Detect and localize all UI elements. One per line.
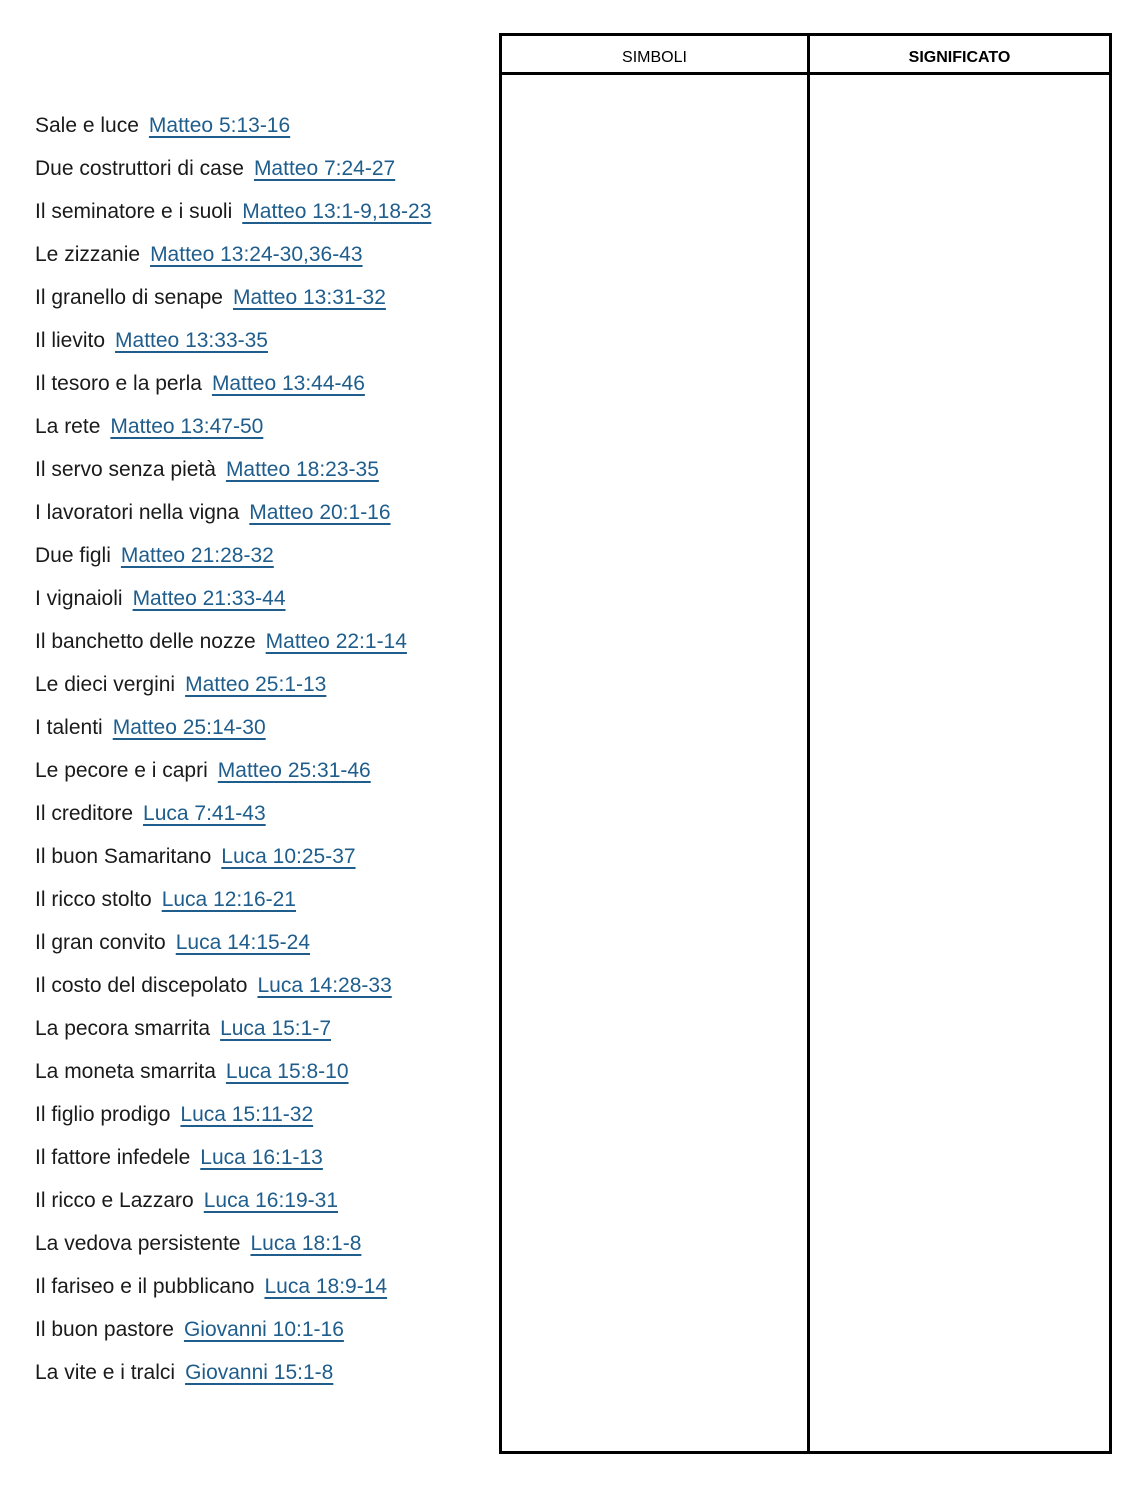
parable-title: Il ricco e Lazzaro — [35, 1189, 194, 1212]
scripture-reference-link[interactable]: Matteo 25:31-46 — [217, 759, 371, 782]
scripture-reference-link[interactable]: Giovanni 10:1-16 — [183, 1318, 344, 1341]
list-item — [35, 712, 485, 755]
parable-title: I lavoratori nella vigna — [35, 501, 240, 524]
header-significato: SIGNIFICATO — [908, 49, 1011, 66]
scripture-reference-link[interactable]: Matteo 18:23-35 — [225, 458, 379, 481]
scripture-reference-link[interactable]: Giovanni 15:1-8 — [185, 1361, 334, 1384]
scripture-reference-link[interactable]: Matteo 25:1-13 — [185, 673, 327, 696]
parable-title: La vite e i tralci — [35, 1361, 176, 1384]
parable-title: La vedova persistente — [35, 1232, 241, 1255]
scripture-reference-link[interactable]: Matteo 21:33-44 — [132, 587, 286, 610]
list-item — [35, 110, 485, 153]
scripture-reference-link[interactable]: Matteo 5:13-16 — [148, 114, 291, 137]
list-item — [35, 970, 485, 1013]
scripture-reference-link[interactable]: Luca 15:8-10 — [225, 1060, 349, 1083]
parable-list — [35, 110, 485, 1400]
parable-title: Il creditore — [35, 802, 134, 825]
list-item — [35, 1185, 485, 1228]
scripture-reference-link[interactable]: Luca 16:1-13 — [200, 1146, 323, 1169]
parable-title: Il gran convito — [35, 931, 166, 954]
list-item — [35, 669, 485, 712]
parable-title: Il buon pastore — [35, 1318, 174, 1341]
parable-title: La pecora smarrita — [35, 1017, 211, 1040]
worksheet-table — [499, 33, 1112, 1454]
list-item — [35, 755, 485, 798]
list-item — [35, 1357, 485, 1400]
scripture-reference-link[interactable]: Luca 14:15-24 — [175, 931, 311, 954]
list-item — [35, 325, 485, 368]
list-item — [35, 454, 485, 497]
list-item — [35, 1271, 485, 1314]
scripture-reference-link[interactable]: Luca 12:16-21 — [161, 888, 296, 911]
parable-title: Due costruttori di case — [35, 157, 244, 180]
parable-title: Il costo del discepolato — [35, 974, 248, 997]
parable-title: Il buon Samaritano — [35, 845, 212, 868]
scripture-reference-link[interactable]: Luca 15:1-7 — [220, 1017, 331, 1040]
parable-title: Le pecore e i capri — [35, 759, 208, 782]
parable-title: Le dieci vergini — [35, 673, 176, 696]
list-item — [35, 884, 485, 927]
scripture-reference-link[interactable]: Luca 10:25-37 — [221, 845, 356, 868]
scripture-reference-link[interactable]: Matteo 25:14-30 — [112, 716, 266, 739]
list-item — [35, 540, 485, 583]
scripture-reference-link[interactable]: Matteo 13:24-30,36-43 — [150, 243, 363, 266]
scripture-reference-link[interactable]: Luca 14:28-33 — [257, 974, 392, 997]
scripture-reference-link[interactable]: Luca 7:41-43 — [143, 802, 266, 825]
scripture-reference-link[interactable]: Luca 16:19-31 — [203, 1189, 339, 1212]
scripture-reference-link[interactable]: Matteo 13:44-46 — [211, 372, 365, 395]
list-item — [35, 497, 485, 540]
list-item — [35, 1142, 485, 1185]
scripture-reference-link[interactable]: Matteo 21:28-32 — [120, 544, 274, 567]
list-item — [35, 282, 485, 325]
simboli-column-cell[interactable] — [502, 75, 807, 1451]
parable-title: I vignaioli — [35, 587, 123, 610]
list-item — [35, 368, 485, 411]
parable-title: Sale e luce — [35, 114, 139, 137]
list-item — [35, 153, 485, 196]
header-simboli: SIMBOLI — [622, 49, 687, 66]
scripture-reference-link[interactable]: Matteo 13:47-50 — [110, 415, 264, 438]
scripture-reference-link[interactable]: Luca 15:11-32 — [180, 1103, 314, 1126]
parable-title: Il granello di senape — [35, 286, 223, 309]
scripture-reference-link[interactable]: Matteo 13:31-32 — [232, 286, 386, 309]
parable-title: Il servo senza pietà — [35, 458, 216, 481]
list-item — [35, 583, 485, 626]
parable-title: Il lievito — [35, 329, 106, 352]
table-header-row — [502, 36, 1109, 75]
parable-title: Il seminatore e i suoli — [35, 200, 233, 223]
list-item — [35, 196, 485, 239]
parable-title: Due figli — [35, 544, 111, 567]
scripture-reference-link[interactable]: Matteo 7:24-27 — [253, 157, 396, 180]
parable-title: Il figlio prodigo — [35, 1103, 171, 1126]
scripture-reference-link[interactable]: Luca 18:1-8 — [250, 1232, 362, 1255]
scripture-reference-link[interactable]: Matteo 13:1-9,18-23 — [242, 200, 432, 223]
parable-title: Il banchetto delle nozze — [35, 630, 256, 653]
list-item — [35, 798, 485, 841]
parable-title: I talenti — [35, 716, 103, 739]
parable-title: Le zizzanie — [35, 243, 141, 266]
list-item — [35, 239, 485, 282]
list-item — [35, 1013, 485, 1056]
parable-title: Il fariseo e il pubblicano — [35, 1275, 255, 1298]
parable-title: Il tesoro e la perla — [35, 372, 202, 395]
parable-title: La rete — [35, 415, 101, 438]
scripture-reference-link[interactable]: Matteo 22:1-14 — [265, 630, 407, 653]
scripture-reference-link[interactable]: Matteo 13:33-35 — [115, 329, 268, 352]
parable-title: Il fattore infedele — [35, 1146, 191, 1169]
list-item — [35, 1314, 485, 1357]
scripture-reference-link[interactable]: Matteo 20:1-16 — [249, 501, 391, 524]
list-item — [35, 1099, 485, 1142]
list-item — [35, 1228, 485, 1271]
parable-title: La moneta smarrita — [35, 1060, 216, 1083]
significato-column-cell[interactable] — [810, 75, 1109, 1451]
list-item — [35, 927, 485, 970]
scripture-reference-link[interactable]: Luca 18:9-14 — [264, 1275, 388, 1298]
parable-title: Il ricco stolto — [35, 888, 152, 911]
list-item — [35, 1056, 485, 1099]
list-item — [35, 411, 485, 454]
list-item — [35, 626, 485, 669]
list-item — [35, 841, 485, 884]
